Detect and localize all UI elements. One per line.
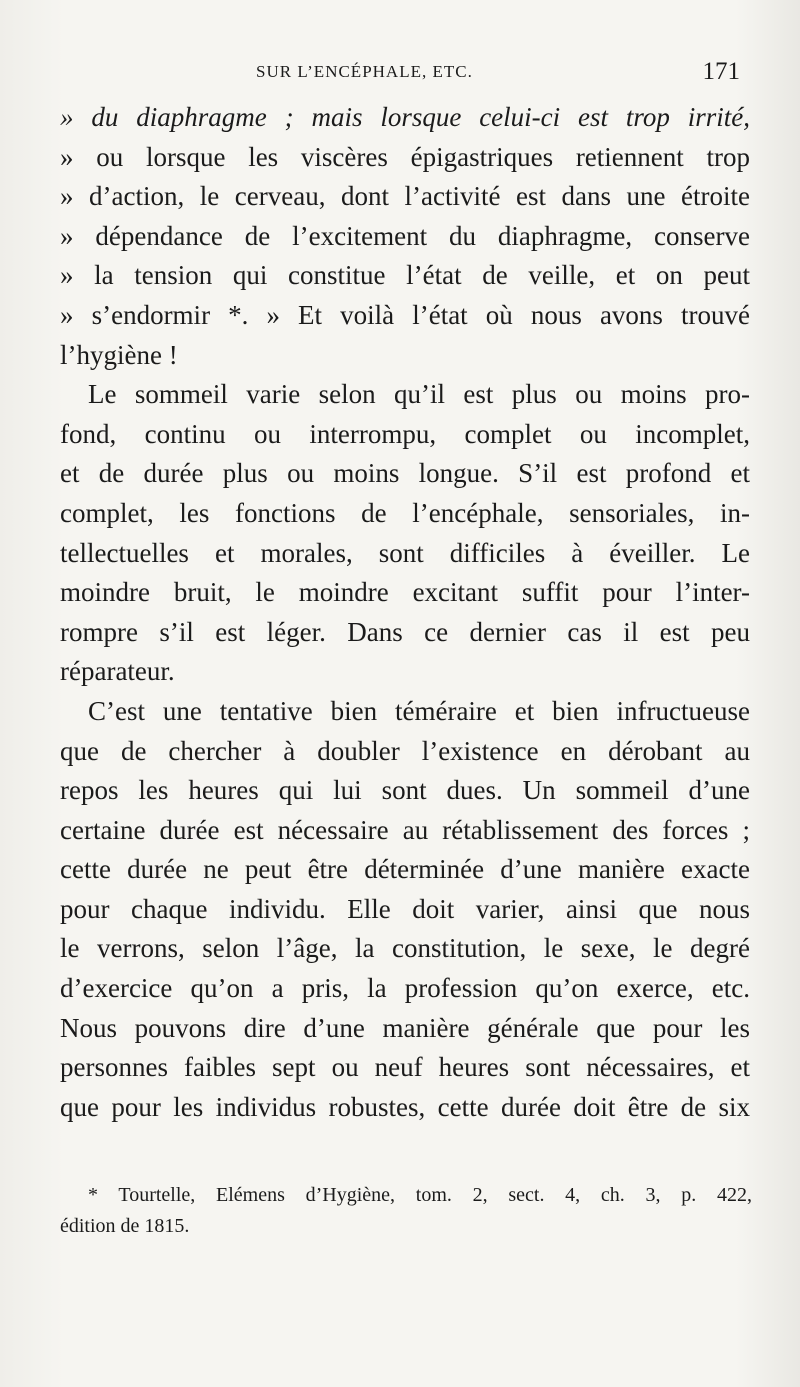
text-line: Nous pouvons dire d’une manière générale que pour les <box>60 1012 750 1043</box>
text-line: certaine durée est nécessaire au rétablissement des forces ; <box>60 814 750 845</box>
text-line: cette durée ne peut être déterminée d’une manière exacte <box>60 854 750 885</box>
text-line: Le sommeil varie selon qu’il est plus ou moins pro- <box>88 379 750 410</box>
text-line: réparateur. <box>60 656 175 687</box>
page-header <box>60 58 740 92</box>
running-head: SUR L’ENCÉPHALE, ETC. <box>256 62 473 81</box>
body-text <box>60 98 750 1127</box>
text-line: que pour les individus robustes, cette durée doit être de six <box>60 1091 750 1122</box>
text-line: que de chercher à doubler l’existence en dérobant au <box>60 735 750 766</box>
text-line: C’est une tentative bien téméraire et bien infructueuse <box>88 695 750 726</box>
text-line: moindre bruit, le moindre excitant suffit pour l’inter- <box>60 577 750 608</box>
text-line: repos les heures qui lui sont dues. Un sommeil d’une <box>60 775 750 806</box>
text-line: fond, continu ou interrompu, complet ou incomplet, <box>60 418 750 449</box>
footnote <box>60 1180 752 1242</box>
text-line: tellectuelles et morales, sont difficiles à éveiller. Le <box>60 537 750 568</box>
text-line: pour chaque individu. Elle doit varier, ainsi que nous <box>60 893 750 924</box>
footnote-line: édition de 1815. <box>60 1215 190 1237</box>
text-line: complet, les fonctions de l’encéphale, sensoriales, in- <box>60 497 750 528</box>
text-line: rompre s’il est léger. Dans ce dernier cas il est peu <box>60 616 750 647</box>
text-line: d’exercice qu’on a pris, la profession qu’on exerce, etc. <box>60 973 750 1004</box>
text-line: » la tension qui constitue l’état de veille, et on peut <box>60 260 750 291</box>
text-line: le verrons, selon l’âge, la constitution, le sexe, le degré <box>60 933 750 964</box>
page-number: 171 <box>702 58 740 85</box>
text-line: » ou lorsque les viscères épigastriques retiennent trop <box>60 141 750 172</box>
text-line: » s’endormir *. » Et voilà l’état où nous avons trouvé <box>60 299 750 330</box>
text-line: » du diaphragme ; mais lorsque celui-ci est trop irrité, <box>60 102 750 132</box>
text-line: l’hygiène ! <box>60 339 178 370</box>
footnote-line: * Tourtelle, Elémens d’Hygiène, tom. 2, sect. 4, ch. 3, p. 422, <box>88 1184 752 1206</box>
text-line: personnes faibles sept ou neuf heures sont nécessaires, et <box>60 1052 750 1083</box>
text-line: » d’action, le cerveau, dont l’activité est dans une étroite <box>60 181 750 212</box>
text-line: » dépendance de l’excitement du diaphragme, conserve <box>60 220 750 251</box>
text-line: et de durée plus ou moins longue. S’il est profond et <box>60 458 750 489</box>
